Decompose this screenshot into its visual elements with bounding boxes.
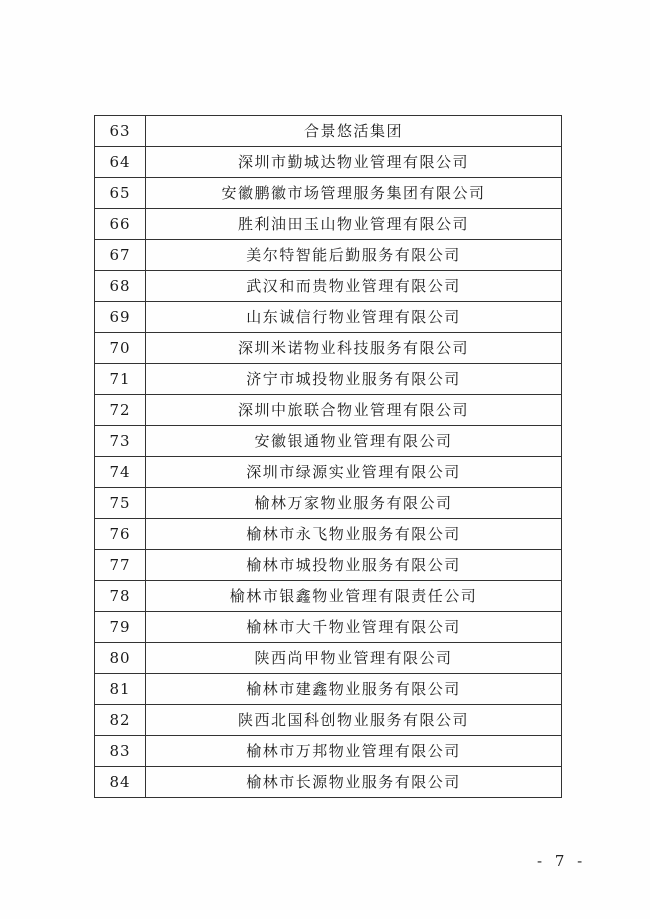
- row-number: 74: [95, 457, 146, 488]
- table-row: [95, 643, 562, 674]
- table-row: [95, 116, 562, 147]
- row-number: 78: [95, 581, 146, 612]
- company-name: 深圳市绿源实业管理有限公司: [146, 457, 562, 488]
- table-row: [95, 395, 562, 426]
- company-name: 榆林市永飞物业服务有限公司: [146, 519, 562, 550]
- row-number: 82: [95, 705, 146, 736]
- row-number: 77: [95, 550, 146, 581]
- page-number: - 7 -: [537, 852, 587, 870]
- table-row: [95, 240, 562, 271]
- table-row: [95, 519, 562, 550]
- row-number: 80: [95, 643, 146, 674]
- company-name: 深圳中旅联合物业管理有限公司: [146, 395, 562, 426]
- table-row: [95, 550, 562, 581]
- table-row: [95, 457, 562, 488]
- company-name: 榆林万家物业服务有限公司: [146, 488, 562, 519]
- company-name: 美尔特智能后勤服务有限公司: [146, 240, 562, 271]
- table-row: [95, 612, 562, 643]
- table-row: [95, 209, 562, 240]
- row-number: 76: [95, 519, 146, 550]
- row-number: 81: [95, 674, 146, 705]
- table-body: [95, 116, 562, 798]
- row-number: 69: [95, 302, 146, 333]
- company-name: 榆林市万邦物业管理有限公司: [146, 736, 562, 767]
- table-row: [95, 178, 562, 209]
- company-name: 山东诚信行物业管理有限公司: [146, 302, 562, 333]
- company-name: 榆林市长源物业服务有限公司: [146, 767, 562, 798]
- table-row: [95, 488, 562, 519]
- table-row: [95, 333, 562, 364]
- company-name: 陕西北国科创物业服务有限公司: [146, 705, 562, 736]
- company-name: 陕西尚甲物业管理有限公司: [146, 643, 562, 674]
- row-number: 68: [95, 271, 146, 302]
- row-number: 73: [95, 426, 146, 457]
- table-row: [95, 364, 562, 395]
- row-number: 64: [95, 147, 146, 178]
- company-name: 榆林市银鑫物业管理有限责任公司: [146, 581, 562, 612]
- company-name: 胜利油田玉山物业管理有限公司: [146, 209, 562, 240]
- company-name: 深圳市勤城达物业管理有限公司: [146, 147, 562, 178]
- company-name: 安徽鹏徽市场管理服务集团有限公司: [146, 178, 562, 209]
- table-row: [95, 767, 562, 798]
- row-number: 71: [95, 364, 146, 395]
- row-number: 75: [95, 488, 146, 519]
- table-row: [95, 147, 562, 178]
- company-name: 济宁市城投物业服务有限公司: [146, 364, 562, 395]
- table-row: [95, 271, 562, 302]
- row-number: 72: [95, 395, 146, 426]
- company-name: 深圳米诺物业科技服务有限公司: [146, 333, 562, 364]
- table-row: [95, 705, 562, 736]
- table-row: [95, 581, 562, 612]
- company-name: 武汉和而贵物业管理有限公司: [146, 271, 562, 302]
- table-row: [95, 426, 562, 457]
- company-name: 安徽银通物业管理有限公司: [146, 426, 562, 457]
- row-number: 84: [95, 767, 146, 798]
- table-row: [95, 736, 562, 767]
- company-name: 榆林市大千物业管理有限公司: [146, 612, 562, 643]
- row-number: 63: [95, 116, 146, 147]
- company-name: 榆林市城投物业服务有限公司: [146, 550, 562, 581]
- company-list-table: [94, 115, 562, 798]
- row-number: 65: [95, 178, 146, 209]
- row-number: 83: [95, 736, 146, 767]
- table-row: [95, 674, 562, 705]
- table-row: [95, 302, 562, 333]
- row-number: 66: [95, 209, 146, 240]
- row-number: 67: [95, 240, 146, 271]
- row-number: 70: [95, 333, 146, 364]
- company-name: 榆林市建鑫物业服务有限公司: [146, 674, 562, 705]
- company-name: 合景悠活集团: [146, 116, 562, 147]
- row-number: 79: [95, 612, 146, 643]
